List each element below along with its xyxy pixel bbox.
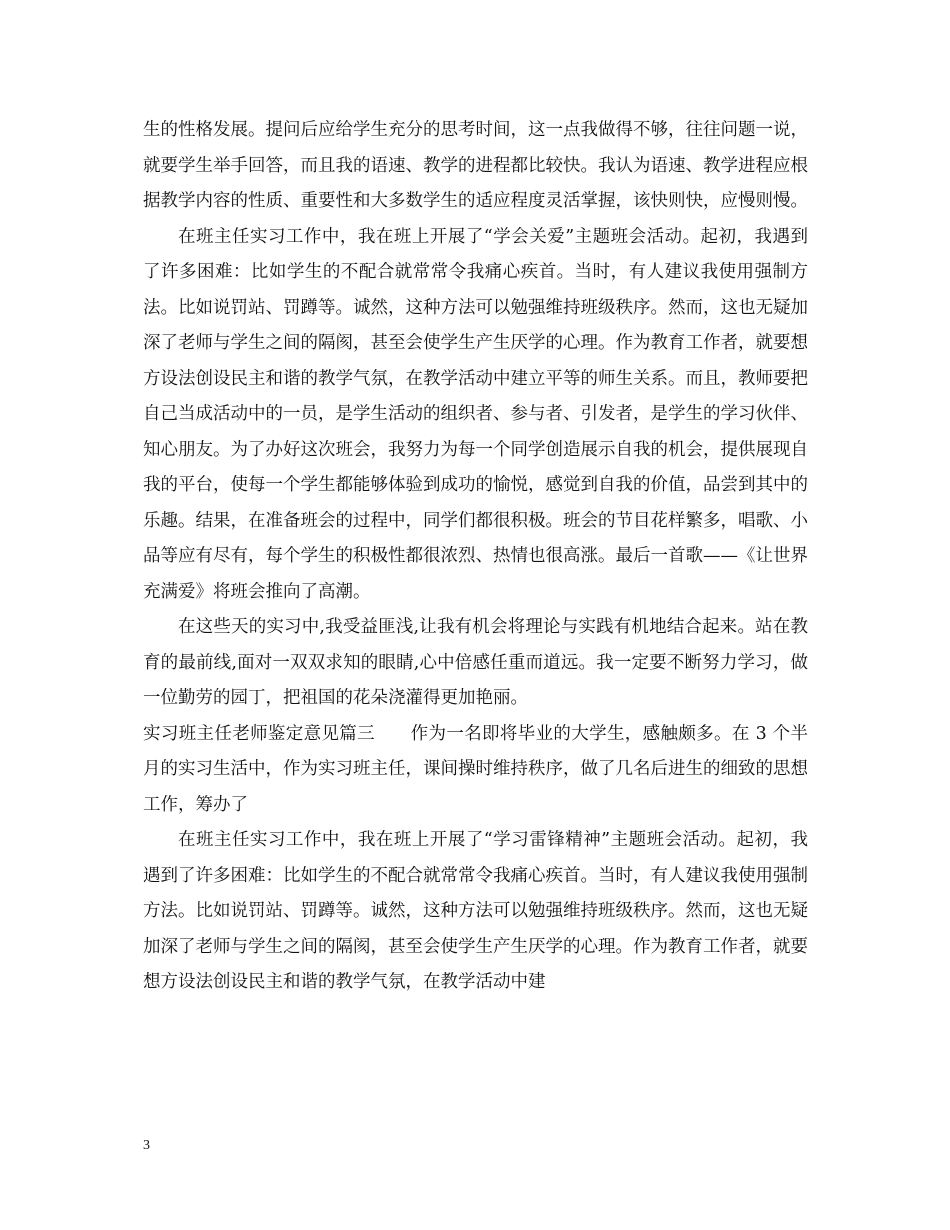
- paragraph-continuation: 生的性格发展。提问后应给学生充分的思考时间，这一点我做得不够，往往问题一说，就要学生举手回答，而且我的语速、教学的进程都比较快。我认为语速、教学进程应根据教学内容的性质、重要性和大多数学生的适应程度灵活掌握，该快则快，应慢则慢。: [143, 120, 808, 211]
- paragraph-section-three-heading: 实习班主任老师鉴定意见篇三 作为一名即将毕业的大学生，感触颇多。在 3 个半月的实习生活中，作为实习班主任，课间操时维持秩序，做了几名后进生的细致的思想工作，筹办了: [143, 723, 808, 815]
- paragraph-internship-reflection: 在这些天的实习中,我受益匪浅,让我有机会将理论与实践有机地结合起来。站在教育的最前线,面对一双双求知的眼睛,心中倍感任重而道远。我一定要不断努力学习，做一位勤劳的园丁，把祖国的花朵浇灌得更加艳丽。: [143, 617, 808, 708]
- page-number: 3: [143, 1138, 150, 1153]
- paragraph-class-meeting-leifeng: 在班主任实习工作中，我在班上开展了“学习雷锋精神”主题班会活动。起初，我遇到了许多困难：比如学生的不配合就常常令我痛心疾首。当时，有人建议我使用强制方法。比如说罚站、罚蹲等。诚然，这种方法可以勉强维持班级秩序。然而，这也无疑加深了老师与学生之间的隔阂，甚至会使学生产生厌学的心理。作为教育工作者，就要想方设法创设民主和谐的教学气氛，在教学活动中建: [143, 830, 808, 992]
- document-body: [143, 113, 808, 1001]
- paragraph-class-meeting-love: 在班主任实习工作中，我在班上开展了“学会关爱”主题班会活动。起初，我遇到了许多困难：比如学生的不配合就常常令我痛心疾首。当时，有人建议我使用强制方法。比如说罚站、罚蹲等。诚然，这种方法可以勉强维持班级秩序。然而，这也无疑加深了老师与学生之间的隔阂，甚至会使学生产生厌学的心理。作为教育工作者，就要想方设法创设民主和谐的教学气氛，在教学活动中建立平等的师生关系。而且，教师要把自己当成活动中的一员，是学生活动的组织者、参与者、引发者，是学生的学习伙伴、知心朋友。为了办好这次班会，我努力为每一个同学创造展示自我的机会，提供展现自我的平台，使每一个学生都能够体验到成功的愉悦，感觉到自我的价值，品尝到其中的乐趣。结果，在准备班会的过程中，同学们都很积极。班会的节目花样繁多，唱歌、小品等应有尽有，每个学生的积极性都很浓烈、热情也很高涨。最后一首歌——《让世界充满爱》将班会推向了高潮。: [143, 226, 808, 602]
